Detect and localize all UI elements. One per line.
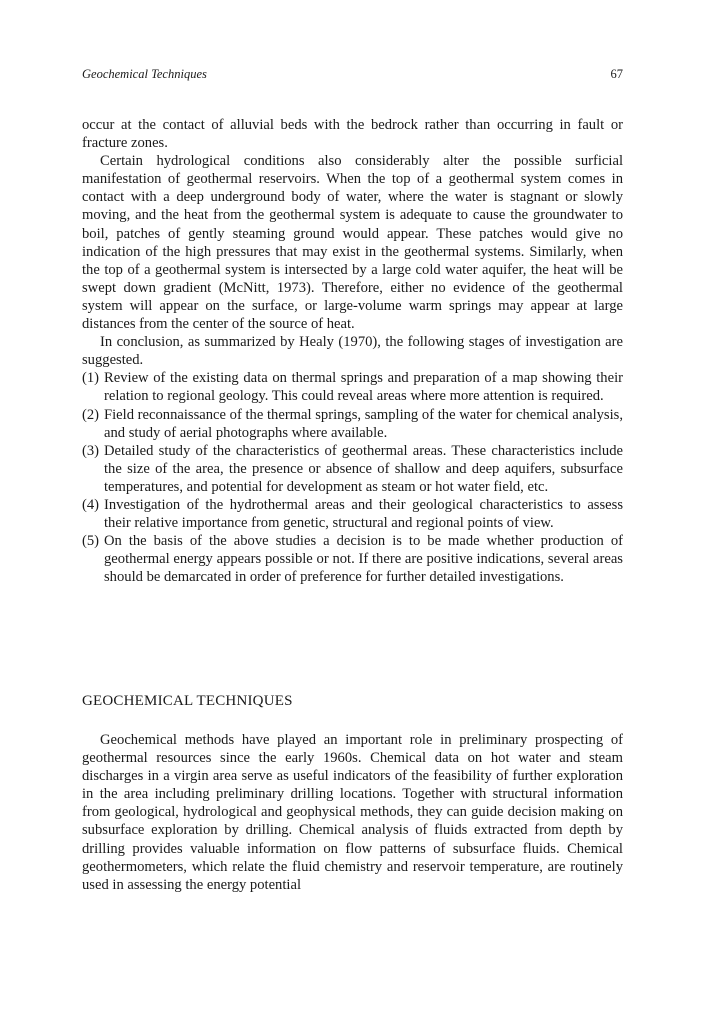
investigation-stages-list bbox=[82, 369, 623, 586]
list-item bbox=[82, 532, 623, 586]
list-item bbox=[82, 442, 623, 496]
running-title: Geochemical Techniques bbox=[82, 67, 207, 81]
list-marker: (4) bbox=[82, 496, 100, 513]
list-item bbox=[82, 369, 623, 405]
list-marker: (1) bbox=[82, 370, 100, 387]
paragraph-2: Certain hydrological conditions also considerably alter the possible surficial manifestation of geothermal reservoirs. When the top of a geothermal system comes in contact with a deep underground body of water, where the water is stagnant or slowly moving, and the heat from the geothermal system is adequate to cause the groundwater to boil, patches of gently steaming ground would appear. These patches would give no indication of the high pressures that may exist in the geothermal systems. Similarly, when the top of a geothermal system is intersected by a large cold water aquifer, the heat will be swept down gradient (McNitt, 1973). Therefore, either no evidence of the geothermal system will appear on the surface, or large-volume warm springs may appear at large distances from the center of the source of heat. bbox=[82, 153, 623, 333]
running-head bbox=[82, 67, 623, 85]
section-heading: GEOCHEMICAL TECHNIQUES bbox=[82, 693, 293, 709]
list-marker: (5) bbox=[82, 533, 100, 550]
list-item-text: Field reconnaissance of the thermal springs, sampling of the water for chemical analysis, and study of aerial photographs where available. bbox=[104, 406, 623, 441]
paragraph-1: occur at the contact of alluvial beds with the bedrock rather than occurring in fault or fracture zones. bbox=[82, 117, 623, 152]
list-item bbox=[82, 496, 623, 532]
page-number: 67 bbox=[610, 67, 623, 81]
section-text bbox=[82, 731, 623, 894]
section-paragraph-1: Geochemical methods have played an important role in preliminary prospecting of geothermal resources since the early 1960s. Chemical data on hot water and steam discharges in a virgin area serve as useful indicators of the feasibility of further exploration in the area including preliminary drilling locations. Together with structural information from geological, hydrological and geophysical methods, they can guide decision making on subsurface exploration by drilling. Chemical analysis of fluids extracted from depth by drilling provides valuable information on flow patterns of subsurface fluids. Chemical geothermometers, which relate the fluid chemistry and reservoir temperature, are routinely used in assessing the energy potential bbox=[82, 732, 623, 893]
list-item-text: On the basis of the above studies a decision is to be made whether production of geothermal energy appears possible or not. If there are positive indications, several areas should be demarcated in order of preference for further detailed investigations. bbox=[104, 533, 623, 586]
list-marker: (3) bbox=[82, 442, 100, 459]
list-item-text: Investigation of the hydrothermal areas and their geological characteristics to assess their relative importance from genetic, structural and regional points of view. bbox=[104, 496, 623, 532]
list-item-text: Review of the existing data on thermal springs and preparation of a map showing their relation to regional geology. This could reveal areas where more attention is required. bbox=[104, 370, 623, 405]
list-item-text: Detailed study of the characteristics of geothermal areas. These characteristics include the size of the area, the presence or absence of shallow and deep aquifers, subsurface temperatures, and potential for development as steam or hot water field, etc. bbox=[104, 442, 623, 495]
body-text bbox=[82, 116, 623, 586]
paragraph-3: In conclusion, as summarized by Healy (1970), the following stages of investigation are suggested. bbox=[82, 334, 623, 369]
list-item bbox=[82, 406, 623, 442]
list-marker: (2) bbox=[82, 406, 100, 423]
